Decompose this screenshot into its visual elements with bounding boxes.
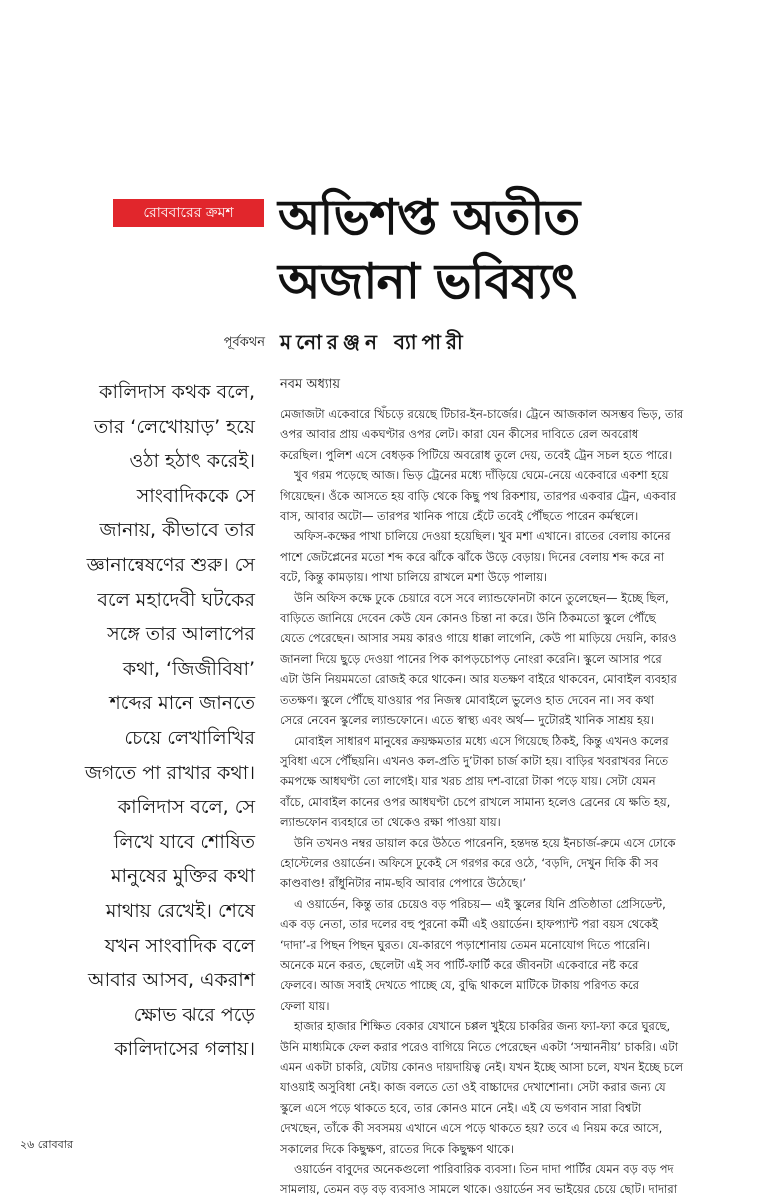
body-line: উনি তখনও নম্বর ডায়াল করে উঠতে পারেননি, হন্তদন্ত হয়ে ইনচার্জ-রুমে এসে ঢোকে: [294, 835, 676, 850]
body-line: কমপক্ষে আধঘণ্টা তো লাগেই। যার খরচ প্রায় দশ-বারো টাকা পড়ে যায়। সেটা যেমন: [280, 774, 656, 789]
body-line: দেখছেন, তাঁকে কী সবসময় এখানে এসে পড়ে থাকতে হয়? তবে এ নিয়ম করে আসে,: [280, 1121, 663, 1136]
page-title: [278, 186, 758, 314]
pull-quote-line: জগতে পা রাখার কথা।: [84, 761, 255, 784]
pull-quote-line: ওঠা হঠাৎ করেই।: [129, 450, 255, 473]
body-line: ফেলা যায়।: [280, 998, 330, 1013]
pull-quote: [20, 375, 255, 1067]
pull-quote-line: আবার আসব, একরাশ: [87, 969, 255, 992]
body-line: যেতে পেরেছেন। আসার সময় কারও গায়ে ধাক্কা লাগেনি, কেউ পা মাড়িয়ে দেয়নি, কারও: [280, 631, 677, 646]
body-line: এ ওয়ার্ডেন, কিন্তু তার চেয়েও বড় পরিচয়— এই স্কুলের যিনি প্রতিষ্ঠাতা প্রেসিডেন্ট,: [294, 896, 666, 911]
chapter-heading: নবম অধ্যায়: [280, 377, 341, 392]
pull-quote-line: সঙ্গে তার আলাপের: [107, 623, 255, 646]
pull-quote-line: যখন সাংবাদিক বলে: [104, 934, 255, 957]
body-line: ততক্ষণ। স্কুলে পৌঁছে যাওয়ার পর নিজস্ব মোবাইলে ভুলেও হাত দেবেন না। সব কথা: [280, 692, 655, 707]
pull-quote-line: কালিদাসের গলায়।: [114, 1038, 255, 1061]
body-line: স্কুলে এসে পড়ে থাকতে হবে, তার কোনও মানে নেই। এই যে ভগবান সারা বিশ্বটা: [280, 1100, 642, 1115]
pull-quote-line: লিখে যাবে শোষিত: [113, 830, 255, 853]
pull-quote-line: শব্দের মানে জানতে: [109, 692, 255, 715]
body-line: ফেলবে। আজ সবাই দেখতে পাচ্ছে যে, বুদ্ধি থাকলে মাটিকে টাকায় পরিণত করে: [280, 978, 639, 993]
title-line: অজানা ভবিষ্যৎ: [278, 253, 577, 310]
pull-quote-line: কালিদাস কথক বলে,: [99, 381, 255, 403]
body-line: পাশে জেটপ্লেনের মতো শব্দ করে ঝাঁকে ঝাঁকে উড়ে বেড়ায়। দিনের বেলায় শব্দ করে না: [280, 549, 665, 564]
title-line: অভিশপ্ত অতীত: [278, 189, 580, 246]
body-line: ‘দাদা’-র পিছন পিছন ঘুরত। যে-কারণে পড়াশোনায় তেমন মনোযোগ দিতে পারেনি।: [280, 937, 651, 952]
pull-quote-line: চেয়ে লেখালিখির: [124, 726, 255, 749]
body-line: উনি অফিস কক্ষে ঢুকে চেয়ারে বসে সবে ল্যান্ডফোনটা কানে তুলেছেন— ইচ্ছে ছিল,: [294, 590, 669, 605]
body-line: ল্যান্ডফোন ব্যবহারে তা থেকেও রক্ষা পাওয়া যায়।: [280, 815, 501, 830]
body-line: সুবিধা এসে পৌঁছয়নি। এখনও কল-প্রতি দু’টাকা চার্জ কাটা হয়। বাড়ির খবরাখবর নিতে: [280, 753, 669, 768]
body-line: অফিস-কক্ষের পাখা চালিয়ে দেওয়া হয়েছিল। খুব মশা এখানে। রাতের বেলায় কানের: [294, 529, 671, 544]
body-line: অনেকে মনে করত, ছেলেটা এই সব পার্টি-ফার্টি করে জীবনটা একেবারে নষ্ট করে: [280, 957, 639, 972]
pull-quote-line: মানুষের মুক্তির কথা: [110, 865, 255, 888]
pull-quote-line: তার ‘লেখোয়াড়’ হয়ে: [94, 415, 255, 438]
body-line: খুব গরম পড়েছে আজ। ভিড় ট্রেনের মধ্যে দাঁড়িয়ে ঘেমে-নেয়ে একেবারে একশা হয়ে: [294, 468, 669, 483]
body-line: যাওয়াই অসুবিধা নেই। কাজ বলতে তো ওই বাচ্চাদের দেখাশোনা। সেটা করার জন্য যে: [280, 1080, 666, 1095]
pull-quote-line: কালিদাস বলে, সে: [117, 796, 255, 819]
body-line: মোবাইল সাধারণ মানুষের ক্রয়ক্ষমতার মধ্যে এসে গিয়েছে ঠিকই, কিন্তু এখনও কলের: [294, 733, 669, 748]
pull-quote-line: কথা, ‘জিজীবিষা’: [122, 657, 255, 680]
author-byline: মনোরঞ্জন ব্যাপারী: [280, 330, 468, 354]
body-line: জানলা দিয়ে ছুড়ে দেওয়া পানের পিক কাপড়চোপড় নোংরা করেনি। স্কুলে আসার পরে: [280, 651, 662, 666]
body-line: বাড়িতে জানিয়ে দেবেন কেউ যেন কোনও চিন্তা না করে। উনি ঠিকমতো স্কুলে পৌঁছে: [280, 611, 656, 626]
body-line: করেছিল। পুলিশ এসে বেধড়ক পিটিয়ে অবরোধ তুলে দেয়, তবেই ট্রেন সচল হতে পারে।: [280, 447, 673, 462]
article-body: [280, 404, 758, 1200]
body-line: বাঁচে, মোবাইল কানের ওপর আধঘণ্টা চেপে রাখলে সামান্য হলেও ব্রেনের যে ক্ষতি হয়,: [280, 794, 671, 809]
body-line: বাস, আবার অটো— তারপর খানিক পায়ে হেঁটে তবেই পৌঁছতে পারেন কর্মস্থলে।: [280, 509, 639, 524]
body-line: সকালের দিকে কিছুক্ষণ, রাতের দিকে কিছুক্ষণ থাকে।: [280, 1141, 515, 1156]
pull-quote-line: বলে মহাদেবী ঘটকের: [97, 588, 255, 611]
body-line: সেরে নেবেন স্কুলের ল্যান্ডফোনে। এতে স্বাস্থ্য এবং অর্থ— দুটোরই খানিক সাশ্রয় হয়।: [280, 713, 654, 728]
series-badge: রোববারের ক্রমশ: [113, 199, 264, 227]
body-line: কাণ্ডবাণ্ড! রাঁধুনিটার নাম-ছবি আবার পেপারে উঠেছে।’: [280, 876, 527, 891]
page-folio: ২৬ রোববার: [20, 1138, 73, 1151]
body-line: সামলায়, তেমন বড় বড় ব্যবসাও সামলে থাকে। ওয়ার্ডেন সব ভাইয়ের চেয়ে ছোট। দাদারা: [280, 1182, 678, 1197]
body-line: এক বড় নেতা, তার দলের বহু পুরনো কর্মী এই ওয়ার্ডেন। হাফপ্যান্ট পরা বয়স থেকেই: [280, 917, 659, 932]
pull-quote-line: ক্ষোভ ঝরে পড়ে: [133, 1003, 255, 1026]
body-line: গিয়েছেন। ওঁকে আসতে হয় বাড়ি থেকে কিছু পথ রিকশায়, তারপর একবার ট্রেন, একবার: [280, 488, 677, 503]
pull-quote-line: সাংবাদিককে সে: [136, 484, 255, 507]
body-line: হোস্টেলের ওয়ার্ডেন। অফিসে ঢুকেই সে গরগর করে ওঠে, ‘বড়দি, দেখুন দিকি কী সব: [280, 855, 659, 870]
body-line: ওয়ার্ডেন বাবুদের অনেকগুলো পারিবারিক ব্যবসা। তিন দাদা পার্টির যেমন বড় বড় পদ: [294, 1162, 674, 1177]
body-line: ওপর আবার প্রায় একঘণ্টার ওপর লেট। কারা যেন কীসের দাবিতে রেল অবরোধ: [280, 427, 639, 442]
pull-quote-line: মাথায় রেখেই। শেষে: [105, 899, 255, 922]
section-label: পূর্বকথন: [223, 335, 265, 350]
pull-quote-line: জ্ঞানান্বেষণের শুরু। সে: [86, 553, 255, 576]
body-line: মেজাজটা একেবারে খিঁচড়ে রয়েছে টিচার-ইন-চার্জের। ট্রেনে আজকাল অসম্ভব ভিড়, তার: [280, 407, 684, 421]
pull-quote-line: জানায়, কীভাবে তার: [99, 519, 255, 542]
body-line: বটে, কিন্তু কামড়ায়। পাখা চালিয়ে রাখলে মশা উড়ে পালায়।: [280, 570, 548, 585]
body-line: হাজার হাজার শিক্ষিত বেকার যেখানে চপ্পল খুইয়ে চাকরির জন্য ফ্যা-ফ্যা করে ঘুরছে,: [294, 1019, 671, 1034]
body-line: উনি মাধ্যমিকে ফেল করার পরেও বাগিয়ে নিতে পেরেছেন একটা ‘সম্মাননীয়’ চাকরি। এটা: [280, 1039, 678, 1054]
body-line: এমন একটা চাকরি, যেটায় কোনও দায়দায়িত্ব নেই। যখন ইচ্ছে আসা চলে, যখন ইচ্ছে চলে: [280, 1060, 684, 1074]
body-line: এটা উনি নিয়মমতো রোজই করে থাকেন। আর যতক্ষণ বাইরে থাকবেন, মোবাইল ব্যবহার: [280, 672, 677, 687]
